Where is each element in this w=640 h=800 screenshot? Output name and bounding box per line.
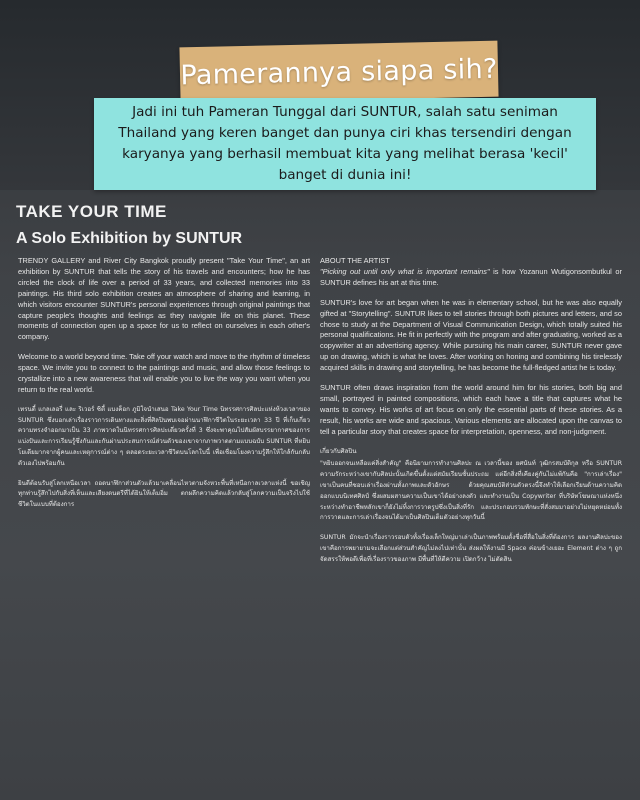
right-text-column [320, 256, 622, 575]
artist-heading-th: เกี่ยวกับศิลปิน [320, 447, 357, 455]
welcome-paragraph-en: Welcome to a world beyond time. Take off your watch and move to the rhythm of timeless space. We invite you to connect to the paintings and music, and allow those feelings to crystallize into a new awareness that will enable you to live the way you want when you return to the real world. [18, 352, 310, 394]
left-text-column [18, 256, 310, 520]
artist-bio-paragraph-th: "หยิบออกจนเหลือแค่สิ่งสำคัญ" คือนิยามการทำงานศิลปะ ณ เวลานี้ของ ยศนันท์ วุฒิกรสมบัติกุล หรือ SUNTUR ความรักระหว่างเขากับศิลปะนั้นเกิดขึ้นตั้งแต่สมัยเรียนชั้นประถม แต่อีกสิ่งที่เคียงคู่กันไม่แพ้กันคือ "การเล่าเรื่อง" เขาเป็นคนที่ชอบเล่าเรื่องผ่านทั้งภาพและตัวอักษร ด้วยคุณสมบัติส่วนตัวตรงนี้จึงทำให้เลือกเรียนด้านความคิดออกแบบนิเทศศิลป์ ซึ่งผสมผสานความเป็นเขาได้อย่างลงตัว และทำงานเป็น Copywriter ที่บริษัทโฆษณาแห่งหนึ่ง ระหว่างทำอาชีพหลักเขาก็ยังไม่ทิ้งการวาดรูปซึ่งเป็นสิ่งที่รัก และประกอบรวมทักษะที่สั่งสมมาอย่างไม่หยุดหย่อนทั้งการวาดและการเล่าเรื่องจนได้มาเป็นศิลปินเต็มตัวอย่างทุกวันนี้ [320, 460, 622, 522]
artist-style-paragraph: SUNTUR often draws inspiration from the world around him for his stories, both big and small, portrayed in painted compositions, which each have a title that captures what he wants to convey. His works of art focus on only the essential parts of these stories. As a result, his works are wide and spacious. Various elements are allocated upon the canvas to tell a particular story that creates space for interpretation, openness, and non-judgment. [320, 383, 622, 436]
artist-heading: ABOUT THE ARTIST [320, 256, 390, 265]
intro-paragraph-en: TRENDY GALLERY and River City Bangkok proudly present "Take Your Time", an art exhibition by SUNTUR that tells the story of his travels and encounters; how he has circled the clock of life over a period of 33 years, and collected memories into 33 paintings. His third solo exhibition creates an atmosphere of sharing and learning, in which visitors encounter SUNTUR's personal experiences through original paintings that capture people's thoughts and feelings as they navigate life on this planet. These moments of connection open up a space for us to reflect on ourselves in each other's company. [18, 256, 310, 342]
artist-quote-rest: is how Yozanun Wutigonsombutkul or SUNTUR defines his art at this time. [320, 266, 622, 287]
caption-title-sticker [179, 41, 498, 104]
intro-paragraph-th: เทรนดี้ แกลเลอรี่ และ ริเวอร์ ซิตี้ แบงค็อก ภูมิใจนำเสนอ Take Your Time นิทรรศการศิลปะแห่งห้วงเวลาของ SUNTUR ซึ่งบอกเล่าเรื่องราวการเดินทางและสิ่งที่ศิลปินพบเจอผ่านนาฬิกาชีวิตในระยะเวลา 33 ปี ที่เก็บเกี่ยวความทรงจำออกมาเป็น 33 ภาพวาดในนิทรรศการศิลปะเดี่ยวครั้งที่ 3 ซึ่งจะพาคุณไปสัมผัสบรรยากาศของการแบ่งปันและการเรียนรู้ซึ่งกันและกันผ่านประสบการณ์ส่วนตัวของเขาจากภาพวาดตามแบบฉบับ SUNTUR ที่หยิบโยเดียมากจากผู้คนและเหตุการณ์ต่าง ๆ ตลอดระยะเวลาชีวิตบนโลกใบนี้ เพื่อเชื่อมโยงความรู้สึกให้ใกล้กันกลับตัวเองไปพร้อมกัน [18, 405, 310, 467]
exhibition-title: TAKE YOUR TIME [16, 202, 167, 221]
artist-bio-paragraph: SUNTUR's love for art began when he was in elementary school, but he was also equally gifted at "Storytelling". SUNTUR likes to tell stories through both pictures and letters, and so chose to study at the Department of Visual Communication Design, which totally suited his personal qualifications. He fit in perfectly with the program and after graduating, worked as a copywriter at an advertising agency. While pursuing his main career, SUNTUR never gave up on drawing, which is what he loves. After working on honing and combining his tirelessly acquired skills in drawing and storytelling, he has become the full-fledged artist he is today. [320, 297, 622, 373]
caption-body: Jadi ini tuh Pameran Tunggal dari SUNTUR, salah satu seniman Thailand yang keren banget dan punya ciri khas tersendiri dengan karyanya yang berhasil membuat kita yang melihat berasa 'kecil' banget di dunia ini! [118, 104, 572, 183]
artist-quote-paragraph [320, 267, 622, 289]
exhibition-heading [16, 202, 242, 248]
exhibition-subtitle: A Solo Exhibition by SUNTUR [16, 230, 243, 247]
welcome-paragraph-th: ยินดีต้อนรับสู่โลกเหนือเวลา ถอดนาฬิกาส่วนตัวแล้วมาเคลื่อนไหวตามจังหวะพื้นที่เหนือกาลเวลาแห่งนี้ ขอเชิญทุกท่านรู้สึกไปกับสิ่งที่เห็นและเสียงดนตรีที่ได้ยินให้เต็มอิ่ม ตกผลึกความคิดแล้วกลับสู่โลกความเป็นจริงไปใช้ชีวิตในแบบที่ต้องการ [18, 479, 310, 509]
caption-body-sticker [94, 98, 596, 190]
artist-quote: "Picking out until only what is important remains" [320, 266, 490, 276]
caption-title: Pamerannya siapa sih? [180, 53, 498, 91]
artist-style-paragraph-th: SUNTUR มักจะนำเรื่องราวรอบตัวทั้งเรื่องเล็กใหญ่มาเล่าเป็นภาพพร้อมตั้งชื่อที่สื่อในสิ่งที่ต้องการ ผลงานศิลปะของเขาคือการพยายามจะเลือกแต่ส่วนสำคัญไม่ลงไปเท่านั้น ส่งผลให้งานมี Space ค่อนข้างเยอะ Element ต่าง ๆ ถูกจัดสรรให้พอดีเพื่อที่เรื่องราวของภาพ มีพื้นที่ให้ตีความ เปิดกว้าง ไม่ตัดสิน [320, 534, 622, 563]
